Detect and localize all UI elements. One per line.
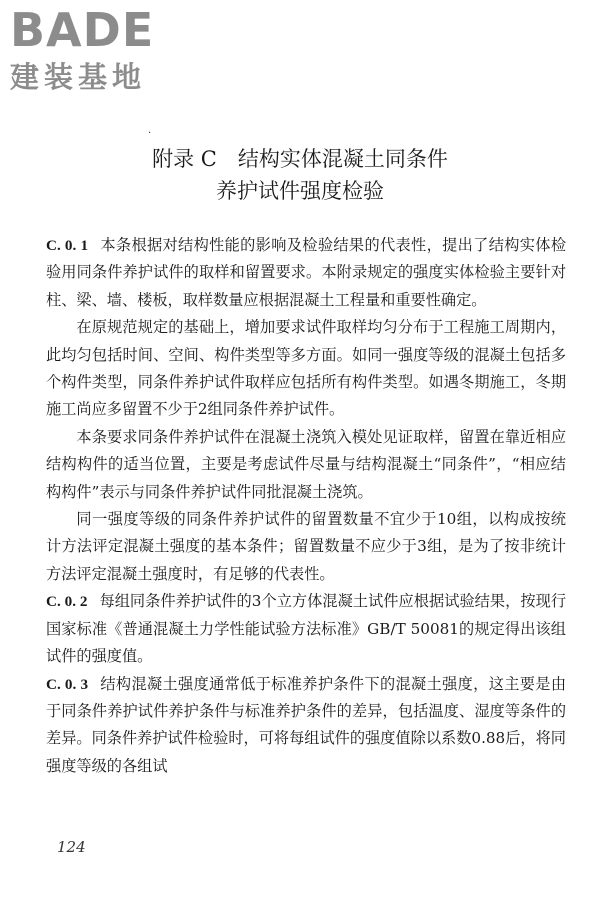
paragraph-text: 在原规范规定的基础上，增加要求试件取样均匀分布于工程施工周期内，此均匀包括时间、空间、构件类型等多方面。如同一强度等级的混凝土包括多个构件类型，同条件养护试件取样应包括所有构件类型。如遇冬期施工，冬期施工尚应多留置不少于2组同条件养护试件。 [46,318,566,419]
paragraph [46,314,566,424]
clause-number: C. 0. 1 [46,237,89,254]
clause-number: C. 0. 2 [46,593,88,611]
paragraph-text: 同一强度等级的同条件养护试件的留置数量不宜少于10组，以构成按统计方法评定混凝土强度的基本条件；留置数量不应少于3组，是为了按非统计方法评定混凝土强度时，有足够的代表性。 [46,510,566,583]
paragraph [46,506,566,588]
paragraph-text: 本条根据对结构性能的影响及检验结果的代表性，提出了结构实体检验用同条件养护试件的取样和留置要求。本附录规定的强度实体检验主要针对柱、梁、墙、楼板，取样数量应根据混凝土工程量和重要性确定。 [46,236,567,309]
logo-subtitle: 建装基地 [10,60,147,94]
paragraph-c03 [46,671,566,781]
paragraph [46,424,566,506]
logo [10,4,175,94]
paragraph-text: 每组同条件养护试件的3个立方体混凝土试件应根据试验结果，按现行国家标准《普通混凝土力学性能试验方法标准》GB/T 50081的规定得出该组试件的强度值。 [46,592,567,666]
body-text [46,232,566,780]
clause-number: C. 0. 3 [46,675,89,693]
page-title [0,143,600,207]
paragraph-text: 结构混凝土强度通常低于标准养护条件下的混凝土强度，这主要是由于同条件养护试件养护条件与标准养护条件的差异，包括温度、湿度等条件的差异。同条件养护试件检验时，可将每组试件的强度值除以系数0.88后，将同强度等级的各组试 [46,674,567,775]
paragraph-c02 [46,588,566,670]
logo-wordmark: BADE [10,3,155,57]
title-line-2: 养护试件强度检验 [216,179,384,203]
header-mark: · [148,128,152,139]
title-line-1: 附录 C 结构实体混凝土同条件 [152,147,448,171]
paragraph-text: 本条要求同条件养护试件在混凝土浇筑入模处见证取样，留置在靠近相应结构构件的适当位置，主要是考虑试件尽量与结构混凝土“同条件”，“相应结构构件”表示与同条件养护试件同批混凝土浇筑。 [46,427,566,501]
page-number: 124 [57,838,86,856]
paragraph-c01 [46,232,566,314]
